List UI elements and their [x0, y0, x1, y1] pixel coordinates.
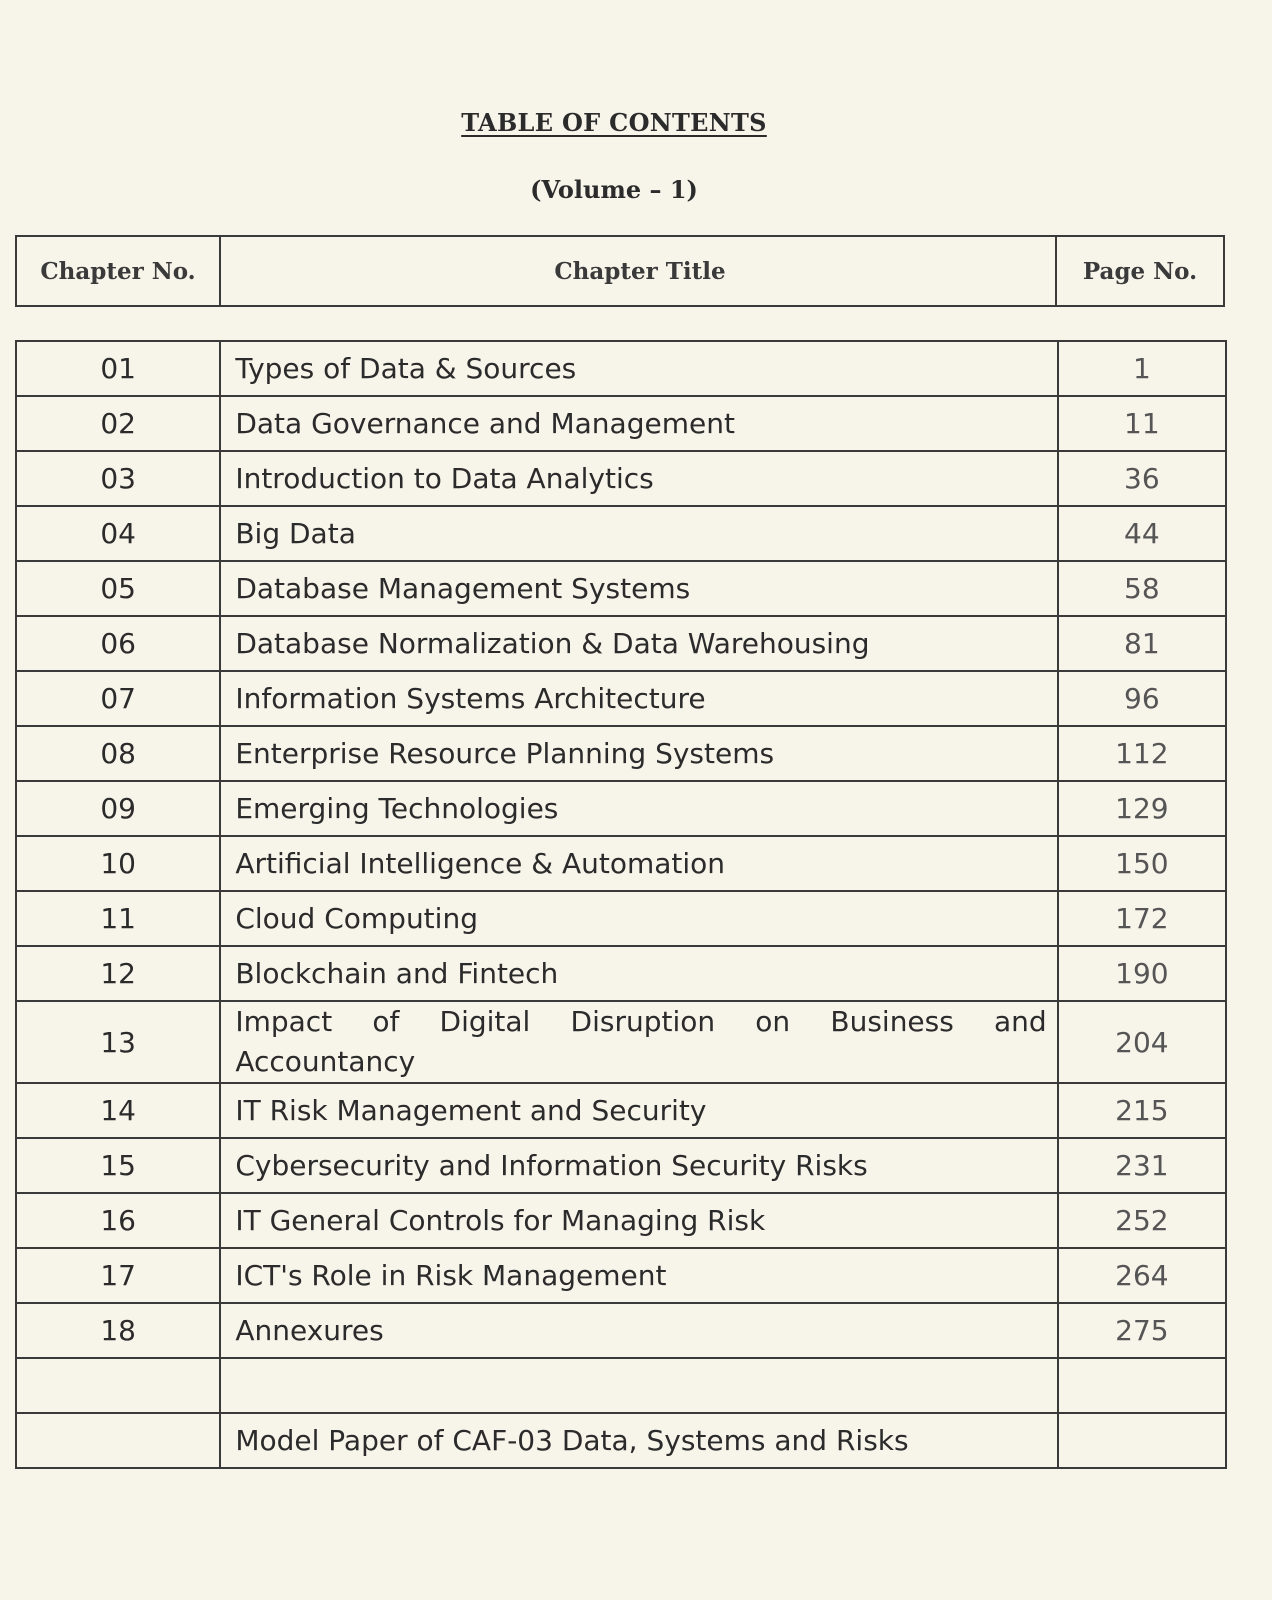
chapter-title: Data Governance and Management	[220, 396, 1057, 451]
page-number: 1	[1058, 341, 1226, 396]
chapter-number: 05	[16, 561, 220, 616]
chapter-number: 14	[16, 1083, 220, 1138]
chapter-title: Information Systems Architecture	[220, 671, 1057, 726]
chapter-title: Model Paper of CAF-03 Data, Systems and Risks	[220, 1413, 1057, 1468]
chapter-number: 08	[16, 726, 220, 781]
chapter-title: Database Management Systems	[220, 561, 1057, 616]
chapter-number: 07	[16, 671, 220, 726]
chapter-title: Annexures	[220, 1303, 1057, 1358]
table-row	[16, 726, 1226, 781]
table-row	[16, 1303, 1226, 1358]
page-number: 231	[1058, 1138, 1226, 1193]
page-number: 190	[1058, 946, 1226, 1001]
page-number: 275	[1058, 1303, 1226, 1358]
column-header-table	[15, 235, 1225, 307]
chapter-number: 01	[16, 341, 220, 396]
volume-subtitle: (Volume – 1)	[530, 175, 698, 204]
chapter-title: Artificial Intelligence & Automation	[220, 836, 1057, 891]
chapter-title: Introduction to Data Analytics	[220, 451, 1057, 506]
chapter-title: IT General Controls for Managing Risk	[220, 1193, 1057, 1248]
chapter-title: Cloud Computing	[220, 891, 1057, 946]
page-number: 81	[1058, 616, 1226, 671]
chapter-number: 18	[16, 1303, 220, 1358]
table-row	[16, 451, 1226, 506]
chapter-title: Emerging Technologies	[220, 781, 1057, 836]
page-number: 36	[1058, 451, 1226, 506]
table-row	[16, 1001, 1226, 1083]
page-number: 112	[1058, 726, 1226, 781]
column-header-row	[16, 236, 1224, 306]
page-title: TABLE OF CONTENTS	[461, 108, 767, 137]
page-number: 252	[1058, 1193, 1226, 1248]
chapter-title: IT Risk Management and Security	[220, 1083, 1057, 1138]
page-number: 96	[1058, 671, 1226, 726]
table-row	[16, 561, 1226, 616]
table-row	[16, 1083, 1226, 1138]
page-number: 11	[1058, 396, 1226, 451]
page-number: 58	[1058, 561, 1226, 616]
chapter-no-header: Chapter No.	[16, 236, 220, 306]
chapter-title: Impact of Digital Disruption on Business and Accountancy	[220, 1001, 1057, 1083]
table-row	[16, 781, 1226, 836]
chapter-title: ICT's Role in Risk Management	[220, 1248, 1057, 1303]
page-number: 129	[1058, 781, 1226, 836]
chapter-number: 15	[16, 1138, 220, 1193]
chapter-title: Types of Data & Sources	[220, 341, 1057, 396]
chapter-title	[220, 1358, 1057, 1413]
page-number: 150	[1058, 836, 1226, 891]
chapter-number: 03	[16, 451, 220, 506]
chapter-title-header: Chapter Title	[220, 236, 1056, 306]
page-number: 172	[1058, 891, 1226, 946]
chapter-title: Cybersecurity and Information Security Risks	[220, 1138, 1057, 1193]
page-number	[1058, 1413, 1226, 1468]
chapter-title: Enterprise Resource Planning Systems	[220, 726, 1057, 781]
table-row	[16, 1193, 1226, 1248]
chapter-number: 02	[16, 396, 220, 451]
contents-table-body	[16, 341, 1226, 1468]
table-row	[16, 891, 1226, 946]
chapter-number	[16, 1413, 220, 1468]
table-row	[16, 1138, 1226, 1193]
page-number	[1058, 1358, 1226, 1413]
table-row	[16, 1248, 1226, 1303]
chapter-number: 17	[16, 1248, 220, 1303]
page-number: 215	[1058, 1083, 1226, 1138]
chapter-number: 09	[16, 781, 220, 836]
table-row	[16, 836, 1226, 891]
table-row	[16, 671, 1226, 726]
page-number: 264	[1058, 1248, 1226, 1303]
page-number: 204	[1058, 1001, 1226, 1083]
contents-table	[15, 340, 1227, 1469]
chapter-title: Blockchain and Fintech	[220, 946, 1057, 1001]
page-no-header: Page No.	[1056, 236, 1224, 306]
chapter-title: Database Normalization & Data Warehousing	[220, 616, 1057, 671]
chapter-number: 16	[16, 1193, 220, 1248]
table-row	[16, 396, 1226, 451]
page-number: 44	[1058, 506, 1226, 561]
chapter-number	[16, 1358, 220, 1413]
table-row	[16, 946, 1226, 1001]
table-row	[16, 506, 1226, 561]
chapter-number: 04	[16, 506, 220, 561]
table-row	[16, 1358, 1226, 1413]
chapter-number: 13	[16, 1001, 220, 1083]
table-row	[16, 1413, 1226, 1468]
table-row	[16, 341, 1226, 396]
chapter-title: Big Data	[220, 506, 1057, 561]
table-row	[16, 616, 1226, 671]
chapter-number: 06	[16, 616, 220, 671]
chapter-number: 11	[16, 891, 220, 946]
chapter-number: 10	[16, 836, 220, 891]
chapter-number: 12	[16, 946, 220, 1001]
